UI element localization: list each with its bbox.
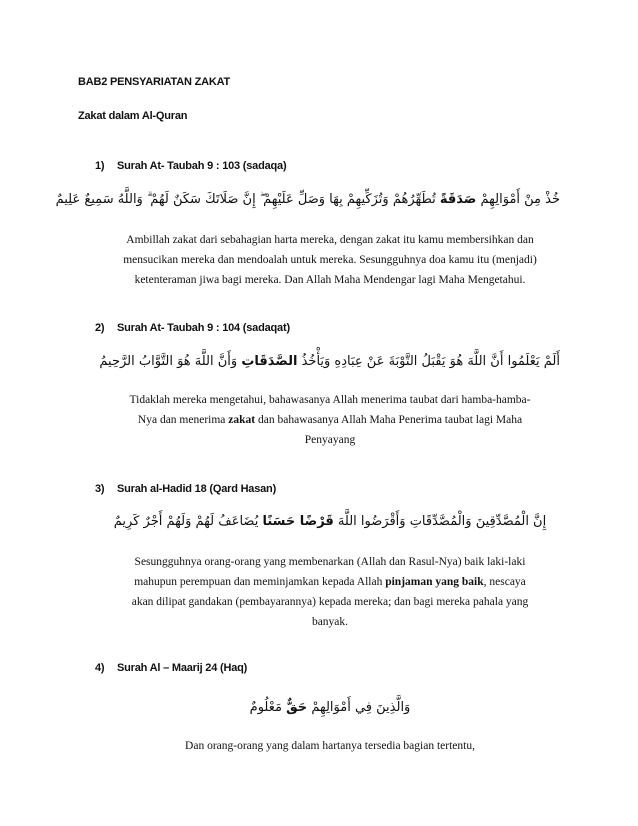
section-4-arabic: وَالَّذِينَ فِي أَمْوَالِهِمْ حَقٌّ مَعْلُومٌ [249, 700, 411, 715]
section-3-translation-line: Sesungguhnya orang-orang yang membenarkan (Allah dan Rasul-Nya) baik laki-laki [134, 556, 526, 568]
section-3-title: Surah al-Hadid 18 (Qard Hasan) [117, 483, 277, 495]
section-4-arabic-highlight: حَقٌّ [286, 700, 308, 715]
section-3-heading [95, 483, 276, 495]
section-1-translation [80, 230, 580, 290]
section-2-heading [95, 322, 290, 334]
section-3-translation [80, 552, 580, 632]
section-2-number: 2) [95, 322, 105, 334]
section-2-arabic-highlight: الصَّدَقَاتِ [241, 354, 298, 369]
section-2-translation-line: Nya dan menerima zakat dan bahawasanya Allah Maha Penerima taubat lagi Maha [137, 414, 523, 426]
section-1-number: 1) [95, 160, 105, 172]
section-3-translation-line: akan dilipat gandakan (pembayarannya) kepada mereka; dan bagi mereka pahala yang [131, 596, 529, 608]
section-3-translation-bold: pinjaman yang baik [385, 576, 484, 588]
section-1-arabic: خُذْ مِنْ أَمْوَالِهِمْ صَدَقَةً تُطَهِّرُهُمْ وَتُزَكِّيهِمْ بِهَا وَصَلِّ عَلَيْهِمْ ۖ إِنَّ صَلَاتَكَ سَكَنٌ لَهُمْ ۗ وَاللَّهُ سَمِيعٌ عَلِيمٌ [55, 192, 560, 207]
section-1-translation-line: ketenteraman jiwa bagi mereka. Dan Allah Maha Mendengar lagi Maha Mengetahui. [134, 274, 526, 286]
section-1-title: Surah At- Taubah 9 : 103 (sadaqa) [117, 160, 287, 172]
section-1-translation-line: mensucikan mereka dan mendoalah untuk mereka. Sesungguhnya doa kamu itu (menjadi) [123, 254, 537, 266]
section-4-heading [95, 662, 247, 674]
section-2-translation-bold: zakat [228, 414, 256, 426]
section-2-title: Surah At- Taubah 9 : 104 (sadaqat) [117, 322, 290, 334]
section-4-number: 4) [95, 662, 105, 674]
section-3-arabic: إِنَّ الْمُصَّدِّقِينَ وَالْمُصَّدِّقَاتِ وَأَقْرَضُوا اللَّهَ قَرْضًا حَسَنًا يُضَاعَفُ لَهُمْ وَلَهُمْ أَجْرٌ كَرِيمٌ [113, 514, 547, 529]
section-4-translation-line: Dan orang-orang yang dalam hartanya tersedia bagian tertentu, [185, 740, 475, 752]
section-1-heading [95, 160, 286, 172]
document-subtitle: Zakat dalam Al-Quran [78, 110, 188, 122]
section-2-translation-line: Tidaklah mereka mengetahui, bahawasanya Allah menerima taubat dari hamba-hamba- [129, 394, 531, 406]
section-3-translation-line: mahupun perempuan dan meminjamkan kepada Allah pinjaman yang baik, nescaya [134, 576, 526, 588]
section-3-translation-line: banyak. [311, 616, 349, 628]
document-title: BAB2 PENSYARIATAN ZAKAT [78, 76, 231, 88]
section-4-translation [80, 736, 580, 756]
section-2-translation-line: Penyayang [304, 434, 356, 446]
section-4-title: Surah Al – Maarij 24 (Haq) [117, 662, 248, 674]
section-3-number: 3) [95, 483, 105, 495]
section-2-translation [80, 390, 580, 450]
section-1-arabic-highlight: صَدَقَةً [439, 192, 477, 207]
section-1-translation-line: Ambillah zakat dari sebahagian harta mereka, dengan zakat itu kamu membersihkan dan [126, 234, 534, 246]
section-3-arabic-highlight: قَرْضًا حَسَنًا [262, 514, 334, 529]
section-2-arabic: أَلَمْ يَعْلَمُوا أَنَّ اللَّهَ هُوَ يَقْبَلُ التَّوْبَةَ عَنْ عِبَادِهِ وَيَأْخُذُ الصَّدَقَاتِ وَأَنَّ اللَّهَ هُوَ التَّوَّابُ الرَّحِيمُ [99, 354, 560, 369]
